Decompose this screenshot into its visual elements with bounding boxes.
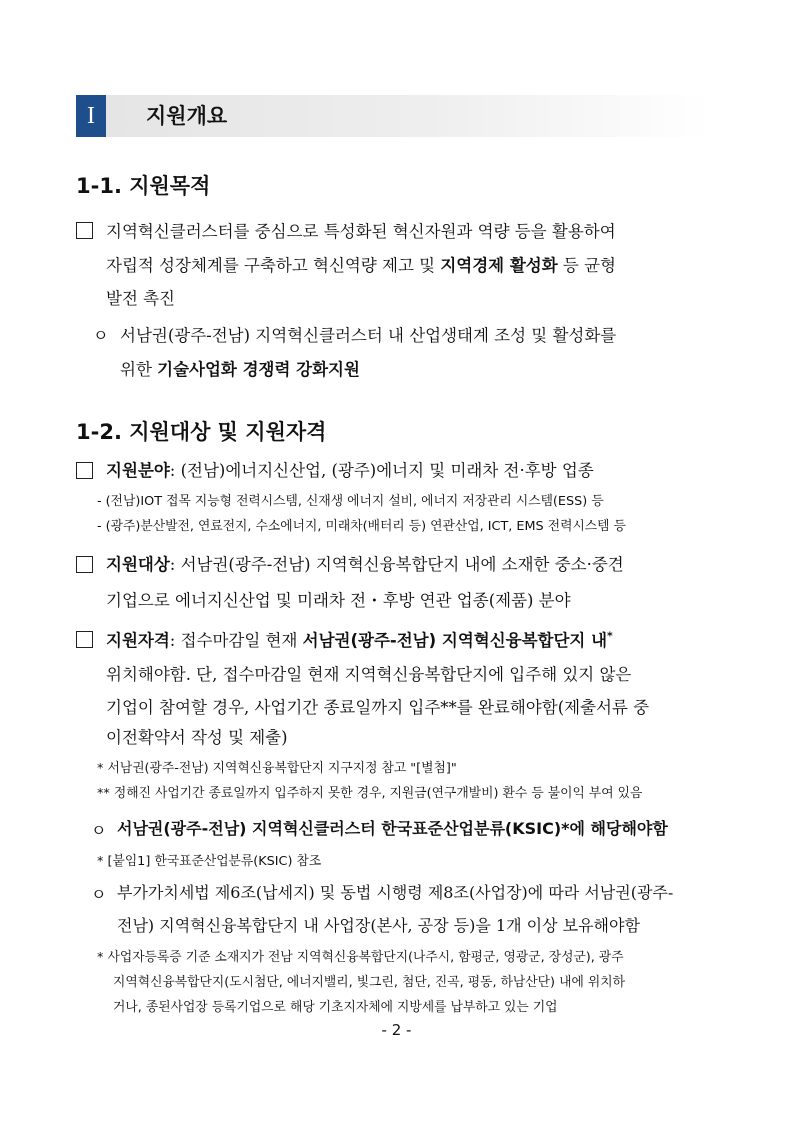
circle-bullet-icon: ㅇ <box>91 885 107 904</box>
section-header <box>76 95 712 137</box>
tax-line-1: 부가가치세법 제6조(납세지) 및 동법 시행령 제8조(사업장)에 따라 서남권(광주- <box>117 883 674 902</box>
note-1: * 서남권(광주-전남) 지역혁신융복합단지 지구지정 참고 "[별첨]" <box>97 761 457 776</box>
qual-bold: 서남권(광주-전남) 지역혁신융복합단지 내 <box>302 631 608 650</box>
qual-footnote-mark: * <box>607 629 613 643</box>
qual-text: : 접수마감일 현재 <box>169 631 303 650</box>
heading-1-1: 1-1. 지원목적 <box>76 174 211 198</box>
tax-line-2: 전남) 지역혁신융복합단지 내 사업장(본사, 공장 등)을 1개 이상 보유해야함 <box>117 916 640 935</box>
purpose-line-3: 발전 촉진 <box>106 289 176 308</box>
heading-1-2: 1-2. 지원대상 및 지원자격 <box>76 420 327 444</box>
target-text: : 서남권(광주-전남) 지역혁신융복합단지 내에 소재한 중소·중견 <box>169 555 624 574</box>
section-title: 지원개요 <box>146 104 228 128</box>
purpose-sub-text: 위한 <box>120 360 158 379</box>
circle-bullet-icon: ㅇ <box>91 821 107 840</box>
note-4-line-1: * 사업자등록증 기준 소재지가 전남 지역혁신융복합단지(나주시, 함평군, 영광군, 장성군), 광주 <box>97 950 624 965</box>
section-number: I <box>76 95 106 137</box>
purpose-bold: 지역경제 활성화 <box>440 256 558 275</box>
checkbox-square-icon <box>76 222 93 239</box>
checkbox-square-icon <box>76 631 93 648</box>
purpose-line-2 <box>106 252 616 276</box>
field-text: : (전남)에너지신산업, (광주)에너지 및 미래차 전·후방 업종 <box>169 461 594 480</box>
field-sub-1: - (전남)IOT 접목 지능형 전력시스템, 신재생 에너지 설비, 에너지 저장관리 시스템(ESS) 등 <box>97 494 604 509</box>
field-label: 지원분야 <box>106 461 170 480</box>
purpose-sub-line-2 <box>120 356 360 380</box>
purpose-sub-bold: 기술사업화 경쟁력 강화지원 <box>157 360 360 379</box>
target-line-2: 기업으로 에너지신산업 및 미래차 전・후방 연관 업종(제품) 분야 <box>106 591 571 610</box>
note-3: * [붙임1] 한국표준산업분류(KSIC) 참조 <box>97 854 322 869</box>
note-2: ** 정해진 사업기간 종료일까지 입주하지 못한 경우, 지원금(연구개발비) 환수 등 불이익 부여 있음 <box>97 786 643 801</box>
qual-line-1 <box>106 627 613 651</box>
page-number: - 2 - <box>381 1021 412 1039</box>
purpose-text: 자립적 성장체계를 구축하고 혁신역량 제고 및 <box>106 256 441 275</box>
qual-line-4: 이전확약서 작성 및 제출) <box>106 728 288 747</box>
note-4-line-3: 거나, 종된사업장 등록기업으로 해당 기초지자체에 지방세를 납부하고 있는 기업 <box>113 1000 558 1015</box>
qual-line-3: 기업이 참여할 경우, 사업기간 종료일까지 입주**를 완료해야함(제출서류 중 <box>106 698 650 717</box>
checkbox-square-icon <box>76 556 93 573</box>
field-sub-2: - (광주)분산발전, 연료전지, 수소에너지, 미래차(배터리 등) 연관산업, ICT, EMS 전력시스템 등 <box>97 519 626 534</box>
target-label: 지원대상 <box>106 555 170 574</box>
target-line-1 <box>106 551 624 575</box>
purpose-sub-line-1: 서남권(광주-전남) 지역혁신클러스터 내 산업생태계 조성 및 활성화를 <box>120 326 617 345</box>
qual-label: 지원자격 <box>106 631 170 650</box>
purpose-text-end: 등 균형 <box>557 256 616 275</box>
field-line <box>106 457 594 481</box>
ksic-line: 서남권(광주-전남) 지역혁신클러스터 한국표준산업분류(KSIC)*에 해당해야함 <box>117 819 668 838</box>
purpose-line-1: 지역혁신클러스터를 중심으로 특성화된 혁신자원과 역량 등을 활용하여 <box>106 222 616 241</box>
circle-bullet-icon: ㅇ <box>93 326 109 345</box>
checkbox-square-icon <box>76 462 93 479</box>
note-4-line-2: 지역혁신융복합단지(도시첨단, 에너지밸리, 빛그린, 첨단, 진곡, 평동, 하남산단) 내에 위치하 <box>113 975 625 990</box>
qual-line-2: 위치해야함. 단, 접수마감일 현재 지역혁신융복합단지에 입주해 있지 않은 <box>106 665 632 684</box>
